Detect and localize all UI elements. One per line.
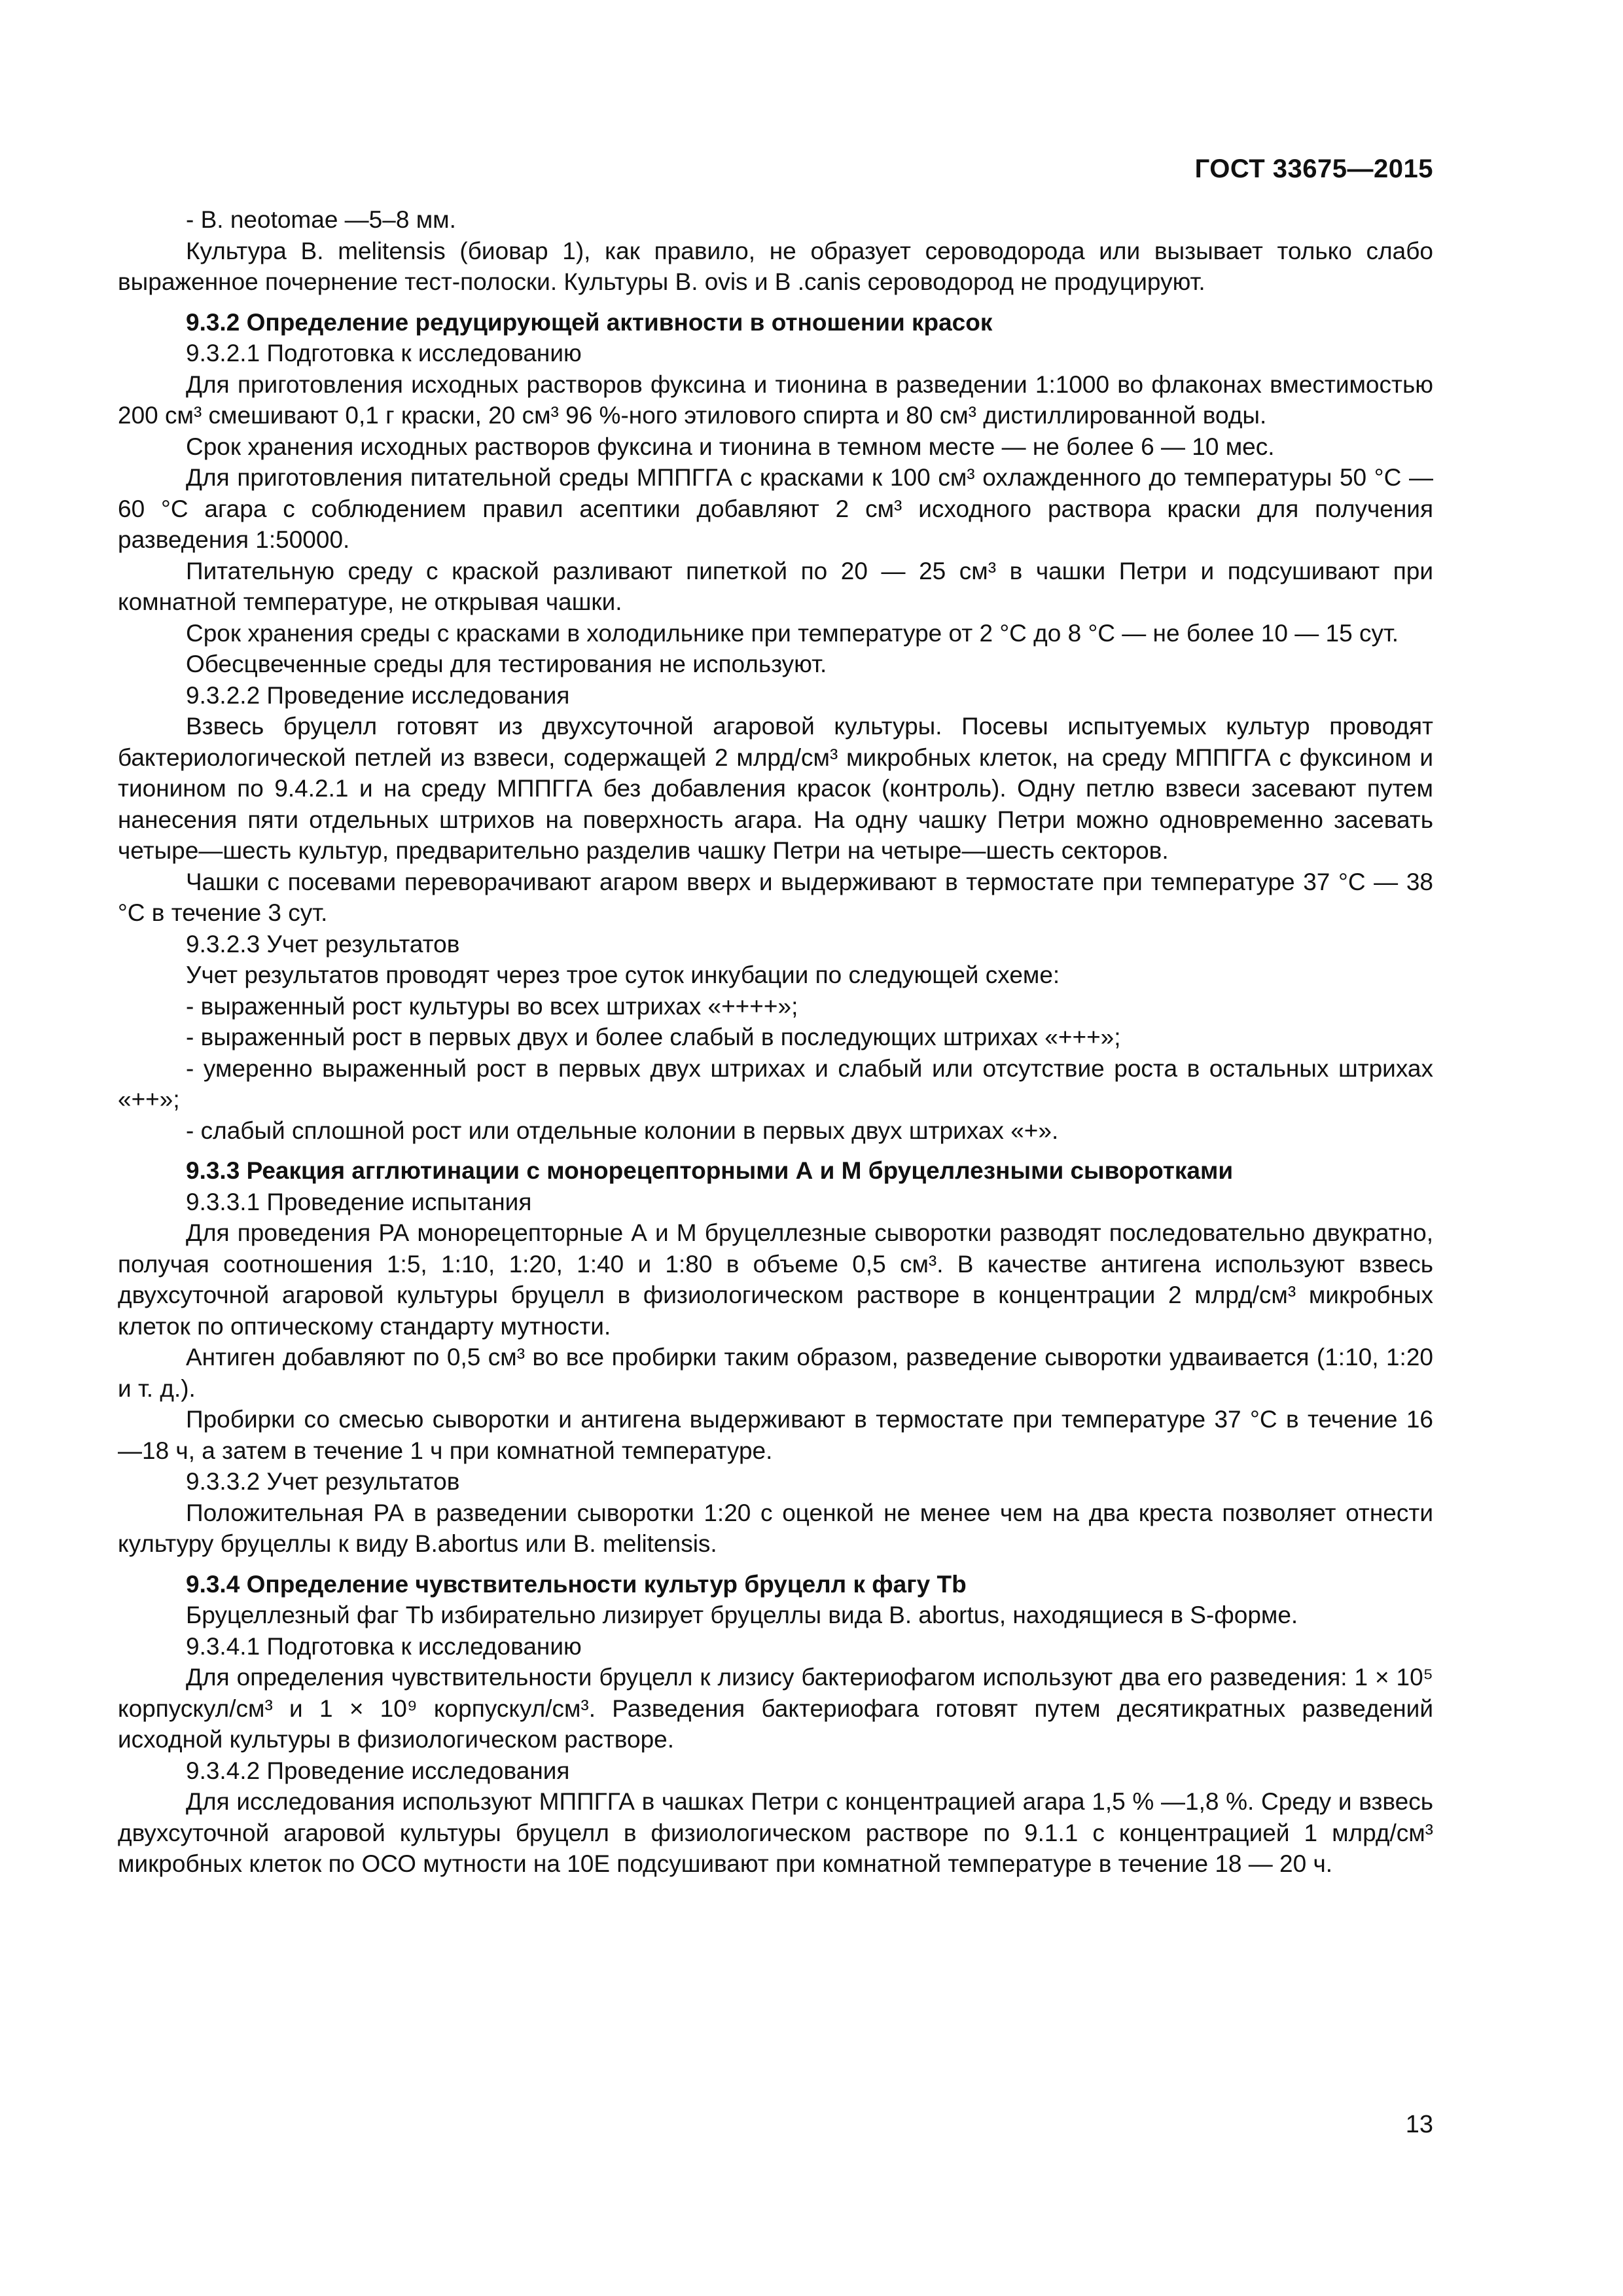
subheading-9-3-3-1: 9.3.3.1 Проведение испытания [186,1188,532,1215]
subheading-9-3-2-3: 9.3.2.3 Учет результатов [186,930,460,958]
paragraph-medium-preparation: Для приготовления питательной среды МППГГА с красками к 100 см³ охлажденного до температуры 50 °С — 60 °С агара с соблюдением правил асептики добавляют 2 см³ исходного раствора краски для получения разведения 1:50000. [118,464,1433,553]
list-item-4plus: - выраженный рост культуры во всех штрихах «++++»; [186,992,798,1020]
paragraph-storage-medium: Срок хранения среды с красками в холодильнике при температуре от 2 °С до 8 °С — не более 10 — 15 сут. [186,619,1399,647]
paragraph-melitensis-h2s: Культура B. melitensis (биовар 1), как правило, не образует сероводорода или вызывает только слабо выраженное почернение тест-полоски. Культуры B. ovis и B .canis сероводород не продуцируют. [118,237,1433,295]
paragraph-incubation: Чашки с посевами переворачивают агаром вверх и выдерживают в термостате при температуре 37 °С — 38 °С в течение 3 сут. [118,868,1433,926]
paragraph-positive-ra: Положительная РА в разведении сыворотки 1:20 с оценкой не менее чем на два креста позволяет отнести культуру бруцеллы к виду B.abortus или B. melitensis. [118,1499,1433,1557]
paragraph-phage-dilutions: Для определения чувствительности бруцелл к лизису бактериофагом используют два его разведения: 1 × 10⁵ корпускул/см³ и 1 × 10⁹ корпускул/см³. Разведения бактериофага готовят путем десятикратных разведений исходной культуры в физиологическом растворе. [118,1664,1433,1753]
paragraph-phage-procedure: Для исследования используют МППГГА в чашках Петри с концентрацией агара 1,5 % —1,8 %. Среду и взвесь двухсуточной агаровой культуры бруцелл в физиологическом растворе по 9.1.1 с концентрацией 1 млрд/см³ микробных клеток по ОСО мутности на 10Е подсушивают при комнатной температуре в течение 18 — 20 ч. [118,1788,1433,1877]
paragraph-pouring: Питательную среду с краской разливают пипеткой по 20 — 25 см³ в чашки Петри и подсушивают при комнатной температуре, не открывая чашки. [118,557,1433,615]
heading-9-3-2: 9.3.2 Определение редуцирующей активности в отношении красок [186,308,993,336]
heading-9-3-4: 9.3.4 Определение чувствительности культур бруцелл к фагу Tb [186,1570,967,1598]
heading-9-3-3: 9.3.3 Реакция агглютинации с монорецепторными А и М бруцеллезными сыворотками [186,1157,1234,1184]
subheading-9-3-2-1: 9.3.2.1 Подготовка к исследованию [186,340,582,367]
list-item-3plus: - выраженный рост в первых двух и более слабый в последующих штрихах «+++»; [186,1024,1121,1050]
subheading-9-3-4-2: 9.3.4.2 Проведение исследования [186,1757,570,1784]
list-item-1plus: - слабый сплошной рост или отдельные колонии в первых двух штрихах «+». [186,1117,1059,1144]
paragraph-antigen: Антиген добавляют по 0,5 см³ во все пробирки таким образом, разведение сыворотки удваивается (1:10, 1:20 и т. д.). [118,1344,1433,1402]
paragraph-agglutination-setup: Для проведения РА монорецепторные А и М бруцеллезные сыворотки разводят последовательно двукратно, получая соотношения 1:5, 1:10, 1:20, 1:40 и 1:80 в объеме 0,5 см³. В качестве антигена используют взвесь двухсуточной агаровой культуры бруцелл в физиологическом растворе в концентрации 2 млрд/см³ микробных клеток по оптическому стандарту мутности. [118,1219,1433,1340]
list-item-2plus: - умеренно выраженный рост в первых двух штрихах и слабый или отсутствие роста в остальных штрихах «++»; [118,1054,1433,1113]
subheading-9-3-2-2: 9.3.2.2 Проведение исследования [186,681,570,709]
page-number: 13 [1405,2111,1433,2138]
paragraph-results-scheme: Учет результатов проводят через трое суток инкубации по следующей схеме: [186,961,1060,988]
paragraph-tubes-incubation: Пробирки со смесью сыворотки и антигена выдерживают в термостате при температуре 37 °С в течение 16 —18 ч, а затем в течение 1 ч при комнатной температуре. [118,1406,1433,1464]
paragraph-inoculation: Взвесь бруцелл готовят из двухсуточной агаровой культуры. Посевы испытуемых культур проводят бактериологической петлей из взвеси, содержащей 2 млрд/см³ микробных клеток, на среду МППГГА с фуксином и тионином по 9.4.2.1 и на среду МППГГА без добавления красок (контроль). Одну петлю взвеси засевают путем нанесения пяти отдельных штрихов на поверхность агара. На одну чашку Петри можно одновременно засевать четыре—шесть культур, предварительно разделив чашку Петри на четыре—шесть секторов. [118,713,1433,864]
paragraph-decolorized: Обесцвеченные среды для тестирования не используют. [186,651,827,677]
document-body [118,204,1433,1880]
document-header-standard-code: ГОСТ 33675—2015 [1194,154,1433,183]
paragraph-phage-tb: Бруцеллезный фаг Tb избирательно лизирует бруцеллы вида B. abortus, находящиеся в S-форме. [186,1602,1298,1628]
paragraph-storage-stock: Срок хранения исходных растворов фуксина и тионина в темном месте — не более 6 — 10 мес. [186,433,1275,460]
paragraph-neotomae: - B. neotomae —5–8 мм. [186,206,456,233]
subheading-9-3-4-1: 9.3.4.1 Подготовка к исследованию [186,1632,582,1660]
subheading-9-3-3-2: 9.3.3.2 Учет результатов [186,1468,460,1495]
paragraph-stock-solutions: Для приготовления исходных растворов фуксина и тионина в разведении 1:1000 во флаконах вместимостью 200 см³ смешивают 0,1 г краски, 20 см³ 96 %-ного этилового спирта и 80 см³ дистиллированной воды. [118,370,1433,429]
